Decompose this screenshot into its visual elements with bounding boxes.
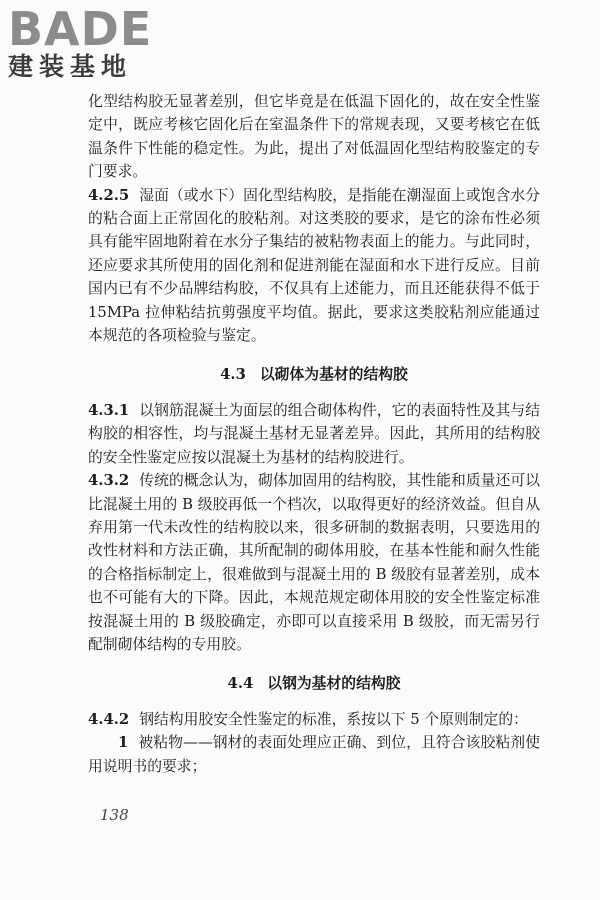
clause-4-2-5 <box>88 184 540 348</box>
item-number: 1 <box>118 734 129 752</box>
page-body <box>88 90 540 778</box>
list-item-1 <box>88 731 540 778</box>
section-title: 以钢为基材的结构胶 <box>267 675 401 693</box>
brand-logo <box>8 4 178 82</box>
section-number: 4.3 <box>220 366 246 384</box>
section-heading-4-4 <box>88 672 540 695</box>
section-title: 以砌体为基材的结构胶 <box>259 366 408 384</box>
logo-wordmark: BADE <box>8 2 153 56</box>
clause-number: 4.2.5 <box>88 186 130 204</box>
item-text: 被粘物——钢材的表面处理应正确、到位，且符合该胶粘剂使用说明书的要求； <box>88 734 540 775</box>
logo-subtitle: 建装基地 <box>8 52 133 81</box>
clause-text: 湿面（或水下）固化型结构胶，是指能在潮湿面上或饱含水分的粘合面上正常固化的胶粘剂。对这类胶的要求，是它的涂布性必须具有能牢固地附着在水分子集结的被粘物表面上的能力。与此同时，还应要求其所使用的固化剂和促进剂能在湿面和水下进行反应。目前国内已有不少品牌结构胶，不仅具有上述能力，而且还能获得不低于 15MPa 拉伸粘结抗剪强度平均值。据此，要求这类胶粘剂应能通过本规范的各项检验与鉴定。 <box>88 186 540 345</box>
section-number: 4.4 <box>227 675 254 693</box>
page-number: 138 <box>100 806 129 824</box>
section-heading-4-3 <box>88 363 540 386</box>
clause-number: 4.3.1 <box>88 401 130 419</box>
clause-text: 以钢筋混凝土为面层的组合砌体构件，它的表面特性及其与结构胶的相容性，均与混凝土基材无显著差异。因此，其所用的结构胶的安全性鉴定应按以混凝土为基材的结构胶进行。 <box>88 401 540 466</box>
clause-text: 传统的概念认为，砌体加固用的结构胶，其性能和质量还可以比混凝土用的 B 级胶再低一个档次，以取得更好的经济效益。但自从弃用第一代未改性的结构胶以来，很多研制的数据表明，只要选用的改性材料和方法正确，其所配制的砌体用胶，在基本性能和耐久性能的合格指标制定上，很难做到与混凝土用的 B 级胶有显著差别，成本也不可能有大的下降。因此，本规范规定砌体用胶的安全性鉴定标准按混凝土用的 B 级胶确定，亦即可以直接采用 B 级胶，而无需另行配制砌体结构的专用胶。 <box>88 472 540 653</box>
clause-4-3-2 <box>88 469 540 656</box>
clause-text: 钢结构用胶安全性鉴定的标准，系按以下 5 个原则制定的： <box>139 710 528 728</box>
clause-number: 4.3.2 <box>88 472 130 490</box>
clause-number: 4.4.2 <box>88 710 130 728</box>
clause-4-3-1 <box>88 399 540 469</box>
clause-4-4-2 <box>88 708 540 731</box>
continued-paragraph: 化型结构胶无显著差别，但它毕竟是在低温下固化的，故在安全性鉴定中，既应考核它固化后在室温条件下的常规表现，又要考核它在低温条件下性能的稳定性。为此，提出了对低温固化型结构胶鉴定的专门要求。 <box>88 93 540 181</box>
